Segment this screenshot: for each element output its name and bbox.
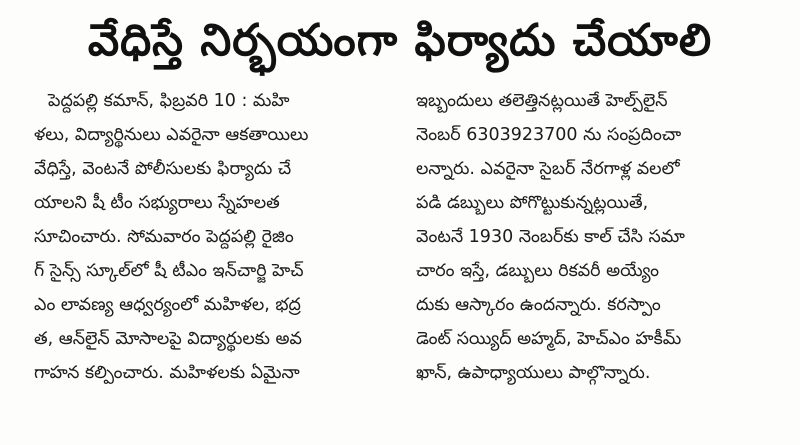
article-column-left — [34, 84, 392, 424]
body-text-line: నెంబర్ 6303923700 ను సంప్రదించా — [416, 125, 682, 145]
body-text-line: గ్ సైన్స్ స్కూల్‌లో షీ టీఎం ఇన్‌చార్జి హెచ్ — [34, 261, 304, 281]
body-text-line: ఎం లావణ్య ఆధ్వర్యంలో మహిళల, భద్ర — [34, 295, 301, 315]
body-text-line: పెద్దపల్లి కమాన్, ఫిబ్రవరి 10 : మహి — [48, 91, 290, 111]
body-text-line: ఇబ్బందులు తలెత్తినట్లయితే హెల్ప్‌లైన్ — [416, 91, 668, 111]
body-text-line: లన్నారు. ఎవరైనా సైబర్ నేరగాళ్ల వలలో — [416, 159, 680, 179]
article-column-right — [416, 84, 776, 424]
article-headline: వేధిస్తే నిర్భయంగా ఫిర్యాదు చేయాలి — [87, 15, 713, 66]
body-text-line: ఖాన్, ఉపాధ్యాయులు పాల్గొన్నారు. — [416, 363, 651, 383]
body-text-line: డెంట్ సయ్యిద్ అహ్మద్, హెచ్‌ఎం హకీమ్ — [416, 329, 682, 349]
body-text-line: వెంటనే 1930 నెంబర్‌కు కాల్ చేసి సమా — [416, 227, 685, 247]
body-text-line: ళలు, విద్యార్థినులు ఎవరైనా ఆకతాయిలు — [34, 125, 309, 145]
body-text-line: వేధిస్తే, వెంటనే పోలీసులకు ఫిర్యాదు చే — [34, 159, 292, 179]
body-text-line: పడి డబ్బులు పోగొట్టుకున్నట్లయితే, — [416, 193, 649, 213]
body-text-line: యాలని షీ టీం సభ్యురాలు స్నేహలత — [34, 193, 280, 213]
body-text-line: త, ఆన్‌లైన్ మోసాలపై విద్యార్థులకు అవ — [34, 329, 302, 349]
body-text-line: చారం ఇస్తే, డబ్బులు రికవరీ అయ్యేం — [416, 261, 659, 281]
body-text-line: గాహన కల్పించారు. మహిళలకు ఏమైనా — [34, 363, 300, 383]
body-text-line: దుకు ఆస్కారం ఉందన్నారు. కరస్పాం — [416, 295, 661, 315]
body-text-line: సూచించారు. సోమవారం పెద్దపల్లి రైజిం — [34, 227, 294, 247]
